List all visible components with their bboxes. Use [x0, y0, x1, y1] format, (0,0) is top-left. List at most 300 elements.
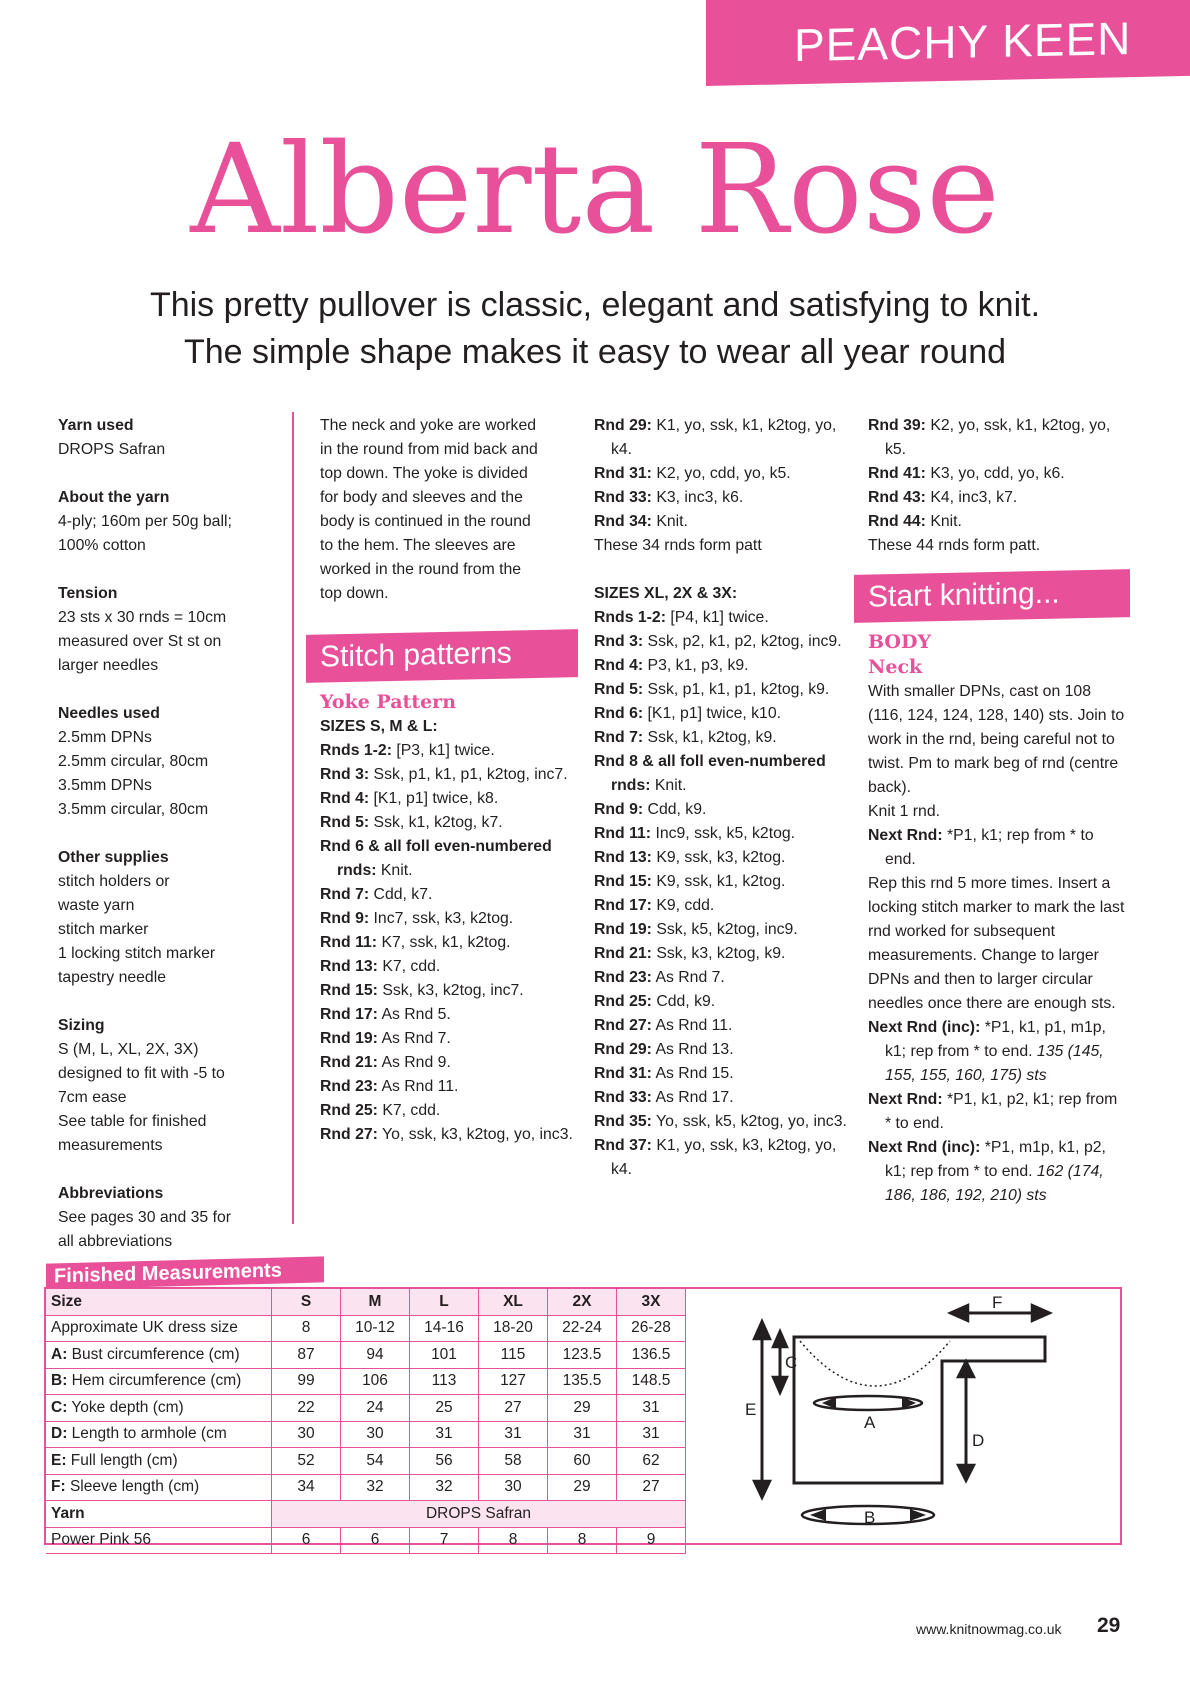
- row-key: Rnd 29:: [594, 417, 652, 434]
- row-key: Rnd 37:: [594, 1137, 652, 1154]
- table-row: [46, 1342, 686, 1369]
- row-key: Rnd 21:: [320, 1054, 378, 1071]
- intro-line: for body and sleeves and the: [320, 489, 523, 506]
- table-cell: 58: [479, 1448, 548, 1475]
- header-size: L: [410, 1289, 479, 1315]
- yarn-name: DROPS Safran: [272, 1501, 686, 1528]
- arrow-d-top: [958, 1361, 974, 1377]
- row-text: As Rnd 7.: [377, 1030, 451, 1047]
- color-label: Power Pink 56: [46, 1527, 272, 1554]
- row-text: As Rnd 17.: [651, 1089, 734, 1106]
- row-key: Rnd 27:: [320, 1126, 378, 1143]
- row-key: Rnd 6:: [594, 705, 644, 722]
- row-text: Cdd, k9.: [643, 801, 707, 818]
- next-rnd-2-key: Next Rnd:: [868, 1091, 943, 1108]
- next-rnd-1-text: *P1, k1; rep from * to end.: [885, 827, 1094, 868]
- label-b: B: [864, 1508, 876, 1527]
- label-a: A: [864, 1413, 876, 1432]
- row-text: K9, cdd.: [651, 897, 715, 914]
- table-cell: 99: [272, 1368, 341, 1395]
- table-cell: 101: [410, 1342, 479, 1369]
- start-knitting-heading: Start knitting...: [868, 576, 1060, 614]
- color-row: [46, 1527, 686, 1554]
- footer-url[interactable]: www.knitnowmag.co.uk: [916, 1621, 1062, 1637]
- label-c: C: [785, 1353, 798, 1372]
- column-divider: [292, 412, 294, 1224]
- row-key: Rnd 29:: [594, 1041, 652, 1058]
- info-block: [58, 582, 278, 678]
- row-text: K7, cdd.: [377, 958, 441, 975]
- ball-count: 8: [479, 1527, 548, 1554]
- row-label: [46, 1368, 272, 1395]
- table-cell: 25: [410, 1395, 479, 1422]
- table-cell: 14-16: [410, 1315, 479, 1342]
- pattern-row: [320, 1075, 578, 1099]
- pattern-row: [320, 1051, 578, 1075]
- table-cell: 32: [341, 1474, 410, 1501]
- row-text: As Rnd 15.: [651, 1065, 734, 1082]
- info-line: See pages 30 and 35 for: [58, 1209, 232, 1226]
- row-text: K1, yo, ssk, k3, k2tog, yo, k4.: [611, 1137, 837, 1178]
- row-key: Rnd 23:: [320, 1078, 378, 1095]
- label-d: D: [972, 1431, 985, 1450]
- intro-line: body is continued in the round: [320, 513, 531, 530]
- info-line: 4-ply; 160m per 50g ball;: [58, 513, 232, 530]
- row-text: Ssk, k1, k2tog, k7.: [369, 814, 503, 831]
- row-key: E:: [51, 1451, 67, 1469]
- arrow-d-bottom: [958, 1465, 974, 1481]
- row-key: Rnd 33:: [594, 1089, 652, 1106]
- stitch-patterns-banner: [306, 629, 578, 683]
- info-line: 2.5mm circular, 80cm: [58, 753, 209, 770]
- row-text: K4, inc3, k7.: [925, 489, 1018, 506]
- yarn-row: [46, 1501, 686, 1528]
- table-cell: 29: [548, 1474, 617, 1501]
- table-row: [46, 1395, 686, 1422]
- pattern-row: [594, 654, 856, 678]
- pattern-row: [594, 1086, 856, 1110]
- intro-line: worked in the round from the: [320, 561, 522, 578]
- inc-rnd-1-count: 135 (145, 155, 155, 160, 175) sts: [885, 1043, 1104, 1084]
- pattern-row: [594, 606, 856, 630]
- ball-count: 7: [410, 1527, 479, 1554]
- pattern-row: [594, 1062, 856, 1086]
- pattern-row: [594, 894, 856, 918]
- info-line: waste yarn: [58, 897, 135, 914]
- sizes-xl-2x-3x: SIZES XL, 2X & 3X:: [594, 585, 738, 602]
- info-line: 3.5mm circular, 80cm: [58, 801, 209, 818]
- table-row: [46, 1368, 686, 1395]
- knit-one-text: Knit 1 rnd.: [868, 803, 941, 820]
- info-line: measured over St st on: [58, 633, 222, 650]
- ball-count: 6: [341, 1527, 410, 1554]
- info-line: 100% cotton: [58, 537, 146, 554]
- row-key: Rnd 27:: [594, 1017, 652, 1034]
- sizes-s-m-l: SIZES S, M & L:: [320, 718, 438, 735]
- start-knitting-banner: [854, 569, 1130, 623]
- table-cell: 56: [410, 1448, 479, 1475]
- subtitle-line-2: The simple shape makes it easy to wear all year round: [183, 333, 1007, 371]
- row-text: Ssk, p1, k1, p1, k2tog, k9.: [643, 681, 830, 698]
- table-cell: 29: [548, 1395, 617, 1422]
- pattern-row: [594, 1014, 856, 1038]
- header-size: S: [272, 1289, 341, 1315]
- row-label-text: Length to armhole (cm: [67, 1425, 227, 1443]
- table-row: [46, 1448, 686, 1475]
- ball-count: 6: [272, 1527, 341, 1554]
- table-cell: 30: [479, 1474, 548, 1501]
- stitch-patterns-heading: Stitch patterns: [320, 636, 512, 674]
- row-key: Rnd 25:: [594, 993, 652, 1010]
- info-line: 2.5mm DPNs: [58, 729, 152, 746]
- next-rnd-1-key: Next Rnd:: [868, 827, 943, 844]
- row-text: As Rnd 5.: [377, 1006, 451, 1023]
- row-text: Ssk, k3, k2tog, k9.: [651, 945, 786, 962]
- row-key: Rnd 11:: [320, 934, 378, 951]
- row-key: Rnds 1-2:: [594, 609, 666, 626]
- info-column: [58, 414, 278, 1278]
- arrow-e-top: [754, 1321, 770, 1339]
- yoke-rows-3: [594, 606, 856, 1182]
- row-label-text: Approximate UK dress size: [51, 1319, 238, 1337]
- table-cell: 26-28: [617, 1315, 686, 1342]
- inc-rnd-1-key: Next Rnd (inc):: [868, 1019, 981, 1036]
- row-label-text: Bust circumference (cm): [67, 1345, 240, 1363]
- table-row: [46, 1421, 686, 1448]
- pattern-row: [868, 462, 1126, 486]
- info-line: larger needles: [58, 657, 159, 674]
- row-key: Rnd 9:: [320, 910, 370, 927]
- info-line: all abbreviations: [58, 1233, 173, 1250]
- table-cell: 31: [617, 1395, 686, 1422]
- pattern-row: [320, 955, 578, 979]
- next-rnd-1: [868, 824, 1126, 872]
- table-cell: 8: [272, 1315, 341, 1342]
- info-line: See table for finished: [58, 1113, 207, 1130]
- row-text: Knit.: [651, 513, 688, 530]
- inc-rnd-2-text: *P1, m1p, k1, p2, k1; rep from * to end.: [885, 1139, 1106, 1180]
- yoke-rows-1: [320, 739, 578, 1147]
- table-cell: 31: [548, 1421, 617, 1448]
- row-text: [P3, k1] twice.: [391, 742, 495, 759]
- table-cell: 60: [548, 1448, 617, 1475]
- pattern-row: [594, 462, 856, 486]
- row-label: [46, 1315, 272, 1342]
- pattern-row: [594, 750, 856, 798]
- info-line: stitch marker: [58, 921, 149, 938]
- next-rnd-2-text: *P1, k1, p2, k1; rep from * to end.: [885, 1091, 1118, 1132]
- info-line: designed to fit with -5 to: [58, 1065, 225, 1082]
- table-cell: 31: [479, 1421, 548, 1448]
- page-title: Alberta Rose: [190, 118, 1000, 262]
- pattern-row: [594, 990, 856, 1014]
- row-key: Rnds 1-2:: [320, 742, 392, 759]
- arrow-c-bottom: [773, 1377, 787, 1393]
- garment-outline: [794, 1337, 1045, 1483]
- subtitle-line-1: This pretty pullover is classic, elegant and satisfying to knit.: [149, 286, 1041, 324]
- row-key: Rnd 3:: [594, 633, 644, 650]
- arrow-c-top: [773, 1331, 787, 1347]
- row-text: Ssk, p2, k1, p2, k2tog, inc9.: [643, 633, 842, 650]
- arrow-e-bottom: [754, 1481, 770, 1498]
- row-text: Inc7, ssk, k3, k2tog.: [369, 910, 514, 927]
- row-label: [46, 1395, 272, 1422]
- pattern-row: [594, 822, 856, 846]
- row-key: Rnd 9:: [594, 801, 644, 818]
- row-text: Knit.: [925, 513, 962, 530]
- pattern-row: [594, 798, 856, 822]
- intro-text: [320, 414, 578, 606]
- pattern-row: [594, 726, 856, 750]
- row-label: [46, 1474, 272, 1501]
- row-label-text: Sleeve length (cm): [65, 1478, 200, 1496]
- pattern-row: [320, 835, 578, 883]
- pattern-row: [594, 630, 856, 654]
- pattern-row: [594, 486, 856, 510]
- row-key: Rnd 5:: [320, 814, 370, 831]
- arrow-f-right: [1032, 1305, 1050, 1321]
- pattern-row: [320, 763, 578, 787]
- row-key: F:: [51, 1478, 66, 1496]
- table-cell: 32: [410, 1474, 479, 1501]
- row-key: Rnd 41:: [868, 465, 926, 482]
- row-key: Rnd 3:: [320, 766, 370, 783]
- table-cell: 127: [479, 1368, 548, 1395]
- row-key: A:: [51, 1345, 68, 1363]
- intro-line: in the round from mid back and: [320, 441, 538, 458]
- measurements-table: [46, 1289, 686, 1554]
- yoke-pattern-heading: Yoke Pattern: [320, 691, 457, 713]
- intro-line: top down. The yoke is divided: [320, 465, 528, 482]
- row-text: As Rnd 7.: [651, 969, 725, 986]
- header-size: 3X: [617, 1289, 686, 1315]
- pattern-row: [868, 414, 1126, 462]
- inc-rnd-1: [868, 1016, 1126, 1088]
- pattern-row: [594, 510, 856, 534]
- table-cell: 113: [410, 1368, 479, 1395]
- table-cell: 30: [341, 1421, 410, 1448]
- info-block: [58, 1182, 278, 1254]
- pattern-row: [320, 931, 578, 955]
- pattern-row: [594, 414, 856, 462]
- intro-line: top down.: [320, 585, 389, 602]
- intro-line: The neck and yoke are worked: [320, 417, 537, 434]
- header-size: XL: [479, 1289, 548, 1315]
- row-text: K3, inc3, k6.: [651, 489, 744, 506]
- inc-rnd-1-text: *P1, k1, p1, m1p, k1; rep from * to end.: [885, 1019, 1106, 1060]
- pattern-row: [320, 883, 578, 907]
- pattern-row: [320, 1003, 578, 1027]
- row-key: Rnd 25:: [320, 1102, 378, 1119]
- table-cell: 148.5: [617, 1368, 686, 1395]
- row-label-text: Yoke depth (cm): [67, 1398, 184, 1416]
- info-label: Abbreviations: [58, 1185, 164, 1202]
- info-block: [58, 846, 278, 990]
- yoke-curve: [800, 1341, 950, 1386]
- row-key: B:: [51, 1372, 68, 1390]
- pattern-row: [594, 870, 856, 894]
- pattern-row: [594, 678, 856, 702]
- row-key: Rnd 8 & all foll even-numbered rnds:: [594, 753, 826, 794]
- row-label-text: Full length (cm): [66, 1451, 178, 1469]
- table-cell: 30: [272, 1421, 341, 1448]
- row-label: [46, 1448, 272, 1475]
- table-cell: 94: [341, 1342, 410, 1369]
- row-key: Rnd 4:: [320, 790, 370, 807]
- pattern-row: [594, 1134, 856, 1182]
- row-text: Ssk, p1, k1, p1, k2tog, inc7.: [369, 766, 568, 783]
- row-key: Rnd 19:: [320, 1030, 378, 1047]
- inc-rnd-2-count: 162 (174, 186, 186, 192, 210) sts: [885, 1163, 1104, 1204]
- pattern-row: [320, 1099, 578, 1123]
- inc-rnd-2: [868, 1136, 1126, 1208]
- row-key: Rnd 35:: [594, 1113, 652, 1130]
- row-key: Rnd 4:: [594, 657, 644, 674]
- row-label: [46, 1421, 272, 1448]
- header-size: 2X: [548, 1289, 617, 1315]
- header-size-label: Size: [46, 1289, 272, 1315]
- info-line: stitch holders or: [58, 873, 170, 890]
- pattern-row: [594, 1110, 856, 1134]
- row-key: Rnd 15:: [320, 982, 378, 999]
- row-key: Rnd 34:: [594, 513, 652, 530]
- info-label: Needles used: [58, 705, 160, 722]
- row-key: Rnd 19:: [594, 921, 652, 938]
- row-key: Rnd 17:: [594, 897, 652, 914]
- table-cell: 34: [272, 1474, 341, 1501]
- ball-count: 9: [617, 1527, 686, 1554]
- table-cell: 52: [272, 1448, 341, 1475]
- info-block: [58, 1014, 278, 1158]
- info-line: S (M, L, XL, 2X, 3X): [58, 1041, 199, 1058]
- row-text: [K1, p1] twice, k10.: [643, 705, 782, 722]
- table-cell: 106: [341, 1368, 410, 1395]
- row-key: Rnd 6 & all foll even-numbered rnds:: [320, 838, 552, 879]
- row-text: Inc9, ssk, k5, k2tog.: [651, 825, 796, 842]
- row-key: Rnd 15:: [594, 873, 652, 890]
- info-label: Yarn used: [58, 417, 134, 434]
- table-cell: 31: [410, 1421, 479, 1448]
- pattern-row: [594, 702, 856, 726]
- pattern-row: [320, 811, 578, 835]
- table-cell: 123.5: [548, 1342, 617, 1369]
- table-cell: 62: [617, 1448, 686, 1475]
- row-key: Rnd 33:: [594, 489, 652, 506]
- row-text: K2, yo, cdd, yo, k5.: [651, 465, 791, 482]
- info-line: 3.5mm DPNs: [58, 777, 152, 794]
- row-key: Rnd 11:: [594, 825, 652, 842]
- table-cell: 24: [341, 1395, 410, 1422]
- info-line: 23 sts x 30 rnds = 10cm: [58, 609, 227, 626]
- row-text: Ssk, k1, k2tog, k9.: [643, 729, 777, 746]
- pattern-row: [594, 1038, 856, 1062]
- row-key: Rnd 21:: [594, 945, 652, 962]
- pattern-row: [868, 486, 1126, 510]
- row-key: Rnd 13:: [594, 849, 652, 866]
- row-key: Rnd 7:: [320, 886, 370, 903]
- table-cell: 27: [479, 1395, 548, 1422]
- section-tag-label: PEACHY KEEN: [794, 12, 1132, 72]
- table-cell: 22: [272, 1395, 341, 1422]
- row-key: Rnd 17:: [320, 1006, 378, 1023]
- row-text: As Rnd 9.: [377, 1054, 451, 1071]
- info-line: tapestry needle: [58, 969, 167, 986]
- row-text: As Rnd 11.: [377, 1078, 459, 1095]
- body-heading: BODY: [868, 631, 932, 653]
- pattern-row: [320, 1027, 578, 1051]
- cast-on-text: With smaller DPNs, cast on 108 (116, 124, 124, 128, 140) sts. Join to work in the rnd, being careful not to twist. Pm to mark beg of rnd (centre back).: [868, 683, 1125, 796]
- row-text: K7, cdd.: [377, 1102, 441, 1119]
- row-text: K9, ssk, k3, k2tog.: [651, 849, 786, 866]
- info-line: measurements: [58, 1137, 163, 1154]
- row-text: As Rnd 11.: [651, 1017, 733, 1034]
- pattern-note-1: These 34 rnds form patt: [594, 537, 762, 554]
- row-text: Yo, ssk, k5, k2tog, yo, inc3.: [651, 1113, 847, 1130]
- info-line: DROPS Safran: [58, 441, 166, 458]
- pattern-row: [594, 918, 856, 942]
- table-cell: 115: [479, 1342, 548, 1369]
- row-key: Rnd 5:: [594, 681, 644, 698]
- row-label-text: Hem circumference (cm): [67, 1372, 242, 1390]
- table-cell: 135.5: [548, 1368, 617, 1395]
- table-row: [46, 1474, 686, 1501]
- pattern-row: [594, 966, 856, 990]
- row-text: K9, ssk, k1, k2tog.: [651, 873, 786, 890]
- pattern-row: [320, 907, 578, 931]
- row-text: [K1, p1] twice, k8.: [369, 790, 499, 807]
- page-number: 29: [1097, 1614, 1121, 1637]
- row-key: Rnd 43:: [868, 489, 926, 506]
- row-text: K1, yo, ssk, k1, k2tog, yo, k4.: [611, 417, 837, 458]
- pattern-row: [320, 979, 578, 1003]
- info-block: [58, 486, 278, 558]
- table-cell: 136.5: [617, 1342, 686, 1369]
- row-text: Knit.: [376, 862, 413, 879]
- row-text: K7, ssk, k1, k2tog.: [377, 934, 511, 951]
- table-cell: 87: [272, 1342, 341, 1369]
- repeat-text: Rep this rnd 5 more times. Insert a locking stitch marker to mark the last rnd worked for subsequent measurements. Change to larger DPNs and then to larger circular needles once there are enough sts.: [868, 875, 1125, 1012]
- ball-count: 8: [548, 1527, 617, 1554]
- table-cell: 18-20: [479, 1315, 548, 1342]
- pattern-row: [594, 846, 856, 870]
- pattern-row: [594, 942, 856, 966]
- row-text: [P4, k1] twice.: [665, 609, 769, 626]
- row-text: K2, yo, ssk, k1, k2tog, yo, k5.: [885, 417, 1111, 458]
- info-line: 7cm ease: [58, 1089, 127, 1106]
- measurements-title: Finished Measurements: [46, 1256, 324, 1289]
- row-text: Ssk, k3, k2tog, inc7.: [377, 982, 524, 999]
- inc-rnd-2-key: Next Rnd (inc):: [868, 1139, 981, 1156]
- info-label: Sizing: [58, 1017, 105, 1034]
- arrow-f-left: [950, 1305, 968, 1321]
- pattern-row: [320, 1123, 578, 1147]
- label-e: E: [745, 1400, 757, 1419]
- row-key: Rnd 23:: [594, 969, 652, 986]
- knitting-column: [868, 414, 1126, 1208]
- row-text: Ssk, k5, k2tog, inc9.: [651, 921, 798, 938]
- garment-diagram: [740, 1291, 1100, 1543]
- row-text: Yo, ssk, k3, k2tog, yo, inc3.: [377, 1126, 573, 1143]
- info-block: [58, 414, 278, 462]
- yoke-rows-2: [594, 414, 856, 534]
- info-label: About the yarn: [58, 489, 170, 506]
- table-cell: 54: [341, 1448, 410, 1475]
- row-text: K3, yo, cdd, yo, k6.: [925, 465, 1065, 482]
- row-text: Cdd, k9.: [651, 993, 716, 1010]
- pattern-column: [594, 414, 856, 1182]
- row-text: As Rnd 13.: [651, 1041, 734, 1058]
- row-key: C:: [51, 1398, 68, 1416]
